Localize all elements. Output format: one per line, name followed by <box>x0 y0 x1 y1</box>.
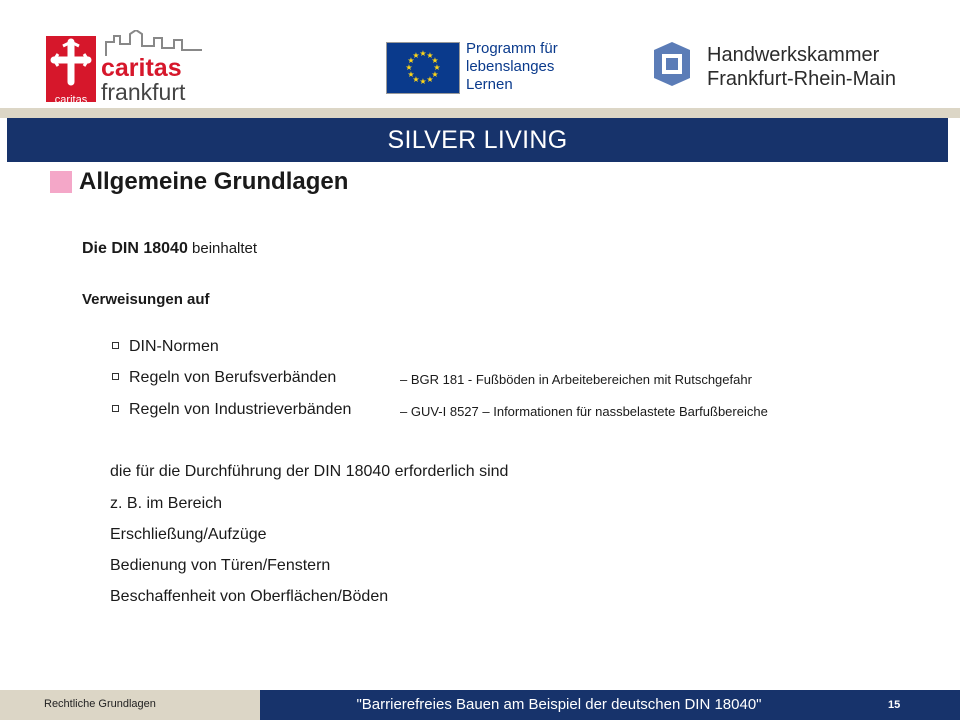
logo-bar <box>0 0 960 108</box>
eu-line-3: Lernen <box>466 76 513 93</box>
bullet-square-icon <box>112 373 119 380</box>
intro-rest: beinhaltet <box>187 240 258 257</box>
body-line: Bedienung von Türen/Fenstern <box>110 557 331 574</box>
body-line: Erschließung/Aufzüge <box>110 526 267 543</box>
svg-text:★: ★ <box>431 70 439 79</box>
slide-header-title: SILVER LIVING <box>7 118 948 162</box>
hwk-text <box>707 43 896 91</box>
intro-bold: Die DIN 18040 <box>82 240 188 257</box>
bullet-item <box>112 338 219 356</box>
svg-text:★: ★ <box>426 51 434 60</box>
bullet-square-icon <box>112 342 119 349</box>
svg-text:★: ★ <box>407 70 415 79</box>
bullet-label: Regeln von Berufsverbänden <box>129 369 337 386</box>
hwk-line-2: Frankfurt-Rhein-Main <box>707 68 896 90</box>
svg-text:★: ★ <box>426 75 434 84</box>
references-label: Verweisungen auf <box>82 291 210 308</box>
section-title: Allgemeine Grundlagen <box>79 168 349 195</box>
hwk-emblem-icon <box>648 40 696 88</box>
bullet-label: DIN-Normen <box>129 338 219 355</box>
svg-text:★: ★ <box>412 75 420 84</box>
footer-presentation-title: "Barrierefreies Bauen am Beispiel der deutschen DIN 18040" <box>260 690 858 720</box>
skyline-icon <box>104 30 204 56</box>
bullet-note: – GUV-I 8527 – Informationen für nassbelastete Barfußbereiche <box>400 404 768 419</box>
bullet-note: – BGR 181 - Fußböden in Arbeitebereichen mit Rutschgefahr <box>400 372 752 387</box>
eu-line-2: lebenslanges <box>466 58 555 75</box>
svg-text:★: ★ <box>433 63 441 72</box>
caritas-wordmark: caritas <box>101 54 182 82</box>
body-line: Beschaffenheit von Oberflächen/Böden <box>110 588 389 605</box>
page-number: 15 <box>888 699 901 711</box>
svg-text:★: ★ <box>405 63 413 72</box>
svg-text:★: ★ <box>419 49 427 58</box>
eu-line-1: Programm für <box>466 40 558 57</box>
hwk-line-1: Handwerkskammer <box>707 44 880 66</box>
body-line: die für die Durchführung der DIN 18040 erforderlich sind <box>110 463 509 480</box>
frankfurt-wordmark: frankfurt <box>101 79 186 105</box>
eu-flag-icon <box>386 42 460 94</box>
eu-programme-text <box>466 40 558 94</box>
svg-text:★: ★ <box>407 56 415 65</box>
body-line: z. B. im Bereich <box>110 495 223 512</box>
svg-text:★: ★ <box>419 77 427 86</box>
svg-text:★: ★ <box>412 51 420 60</box>
footer-section-label: Rechtliche Grundlagen <box>44 698 156 710</box>
caritas-small-label: caritas <box>54 94 88 106</box>
eu-programme-logo <box>386 40 596 96</box>
caritas-frankfurt-logo <box>46 30 206 104</box>
section-marker-icon <box>50 171 72 193</box>
intro-line <box>82 240 257 258</box>
bullet-item <box>112 401 351 419</box>
caritas-cross-icon <box>46 36 96 106</box>
bullet-square-icon <box>112 405 119 412</box>
footer-right-band <box>858 690 960 720</box>
handwerkskammer-logo <box>648 40 948 96</box>
svg-text:★: ★ <box>431 56 439 65</box>
bullet-label: Regeln von Industrieverbänden <box>129 401 352 418</box>
header-divider-band <box>0 108 960 118</box>
bullet-item <box>112 369 336 387</box>
